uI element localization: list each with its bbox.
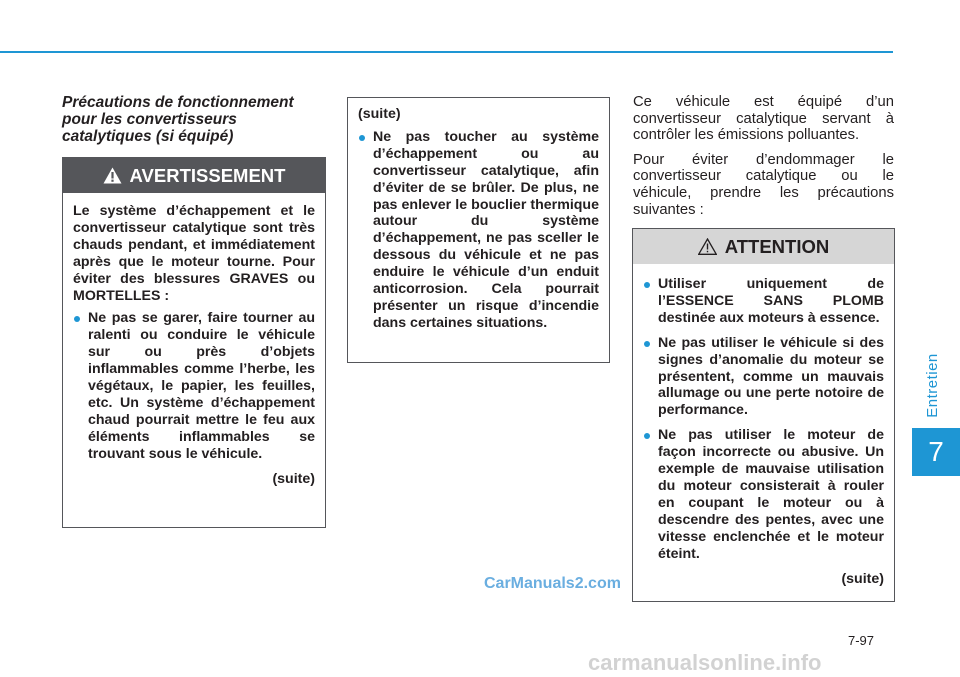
attention-box-body [633,264,894,595]
page-number: 7-97 [848,633,875,648]
warning-box [62,157,326,528]
footer-watermark: carmanualsonline.info [588,650,822,675]
warning-triangle-icon [103,167,122,184]
continued-intro: (suite) [358,106,401,122]
section-label-text: Entretien [923,352,941,418]
warning-header-label: AVERTISSEMENT [129,164,286,186]
warning-bullet-list [73,310,315,462]
section-title: Précautions de fonctionnement pour les convertisseurs catalytiques (si équipé) [62,94,294,145]
warning-box-header [63,158,325,193]
attention-box [632,228,895,602]
attention-header-label: ATTENTION [724,235,830,257]
site-watermark: CarManuals2.com [484,575,621,592]
warning-box-body [63,193,325,496]
continued-box [347,97,610,363]
warning-intro: Le système d’échappement et le convertisseur catalytique sont très chauds pendant, et immédiatement après que le moteur tourne. Pour éviter des blessures GRAVES ou MORTELLES : [73,203,315,304]
body-paragraph: Ce véhicule est équipé d’un convertisseur catalytique servant à contrôler les émissions polluantes. [633,94,894,144]
continued-bullet: Ne pas toucher au système d’échappement ou au convertisseur catalytique, afin d’éviter de se brûler. De plus, ne pas enlever le bouclier thermique autour du système d’échappement, ne pas sceller le dessous du véhicule et ne pas enduire le véhicule d’un enduit anticorrosion. Cela pourrait présenter un risque d’incendie dans certaines situations. [358,129,599,332]
section-side-label [912,340,952,430]
body-paragraph: Pour éviter d’endommager le convertisseur catalytique ou le véhicule, prendre les précautions suivantes : [633,151,894,218]
attention-bullet: Ne pas utiliser le véhicule si des signes d’anomalie du moteur se présentent, comme un mauvais allumage ou une perte notoire de performance. [643,335,884,420]
attention-bullet: Utiliser uniquement de l’ESSENCE SANS PLOMB destinée aux moteurs à essence. [643,276,884,327]
warning-continued: (suite) [272,470,315,487]
attention-box-header [633,229,894,264]
chapter-tab: 7 [912,428,960,476]
attention-continued: (suite) [841,570,884,587]
caution-triangle-icon [698,238,717,255]
attention-bullet-list [643,276,884,563]
body-text [633,94,894,226]
warning-bullet: Ne pas se garer, faire tourner au ralenti ou conduire le véhicule sur ou près d’objets inflammables comme l’herbe, les végétaux, le papier, les feuilles, etc. Un système d’échappement chaud pourrait mettre le feu aux éléments inflammables se trouvant sous le véhicule. [73,310,315,462]
continued-bullet-list [358,129,599,332]
top-rule [0,51,893,53]
continued-box-body [348,98,609,348]
attention-bullet: Ne pas utiliser le moteur de façon incorrecte ou abusive. Un exemple de mauvaise utilisation du moteur consisterait à rouler en coupant le moteur ou à descendre des pentes, avec une vitesse enclenchée et le moteur éteint. [643,427,884,562]
